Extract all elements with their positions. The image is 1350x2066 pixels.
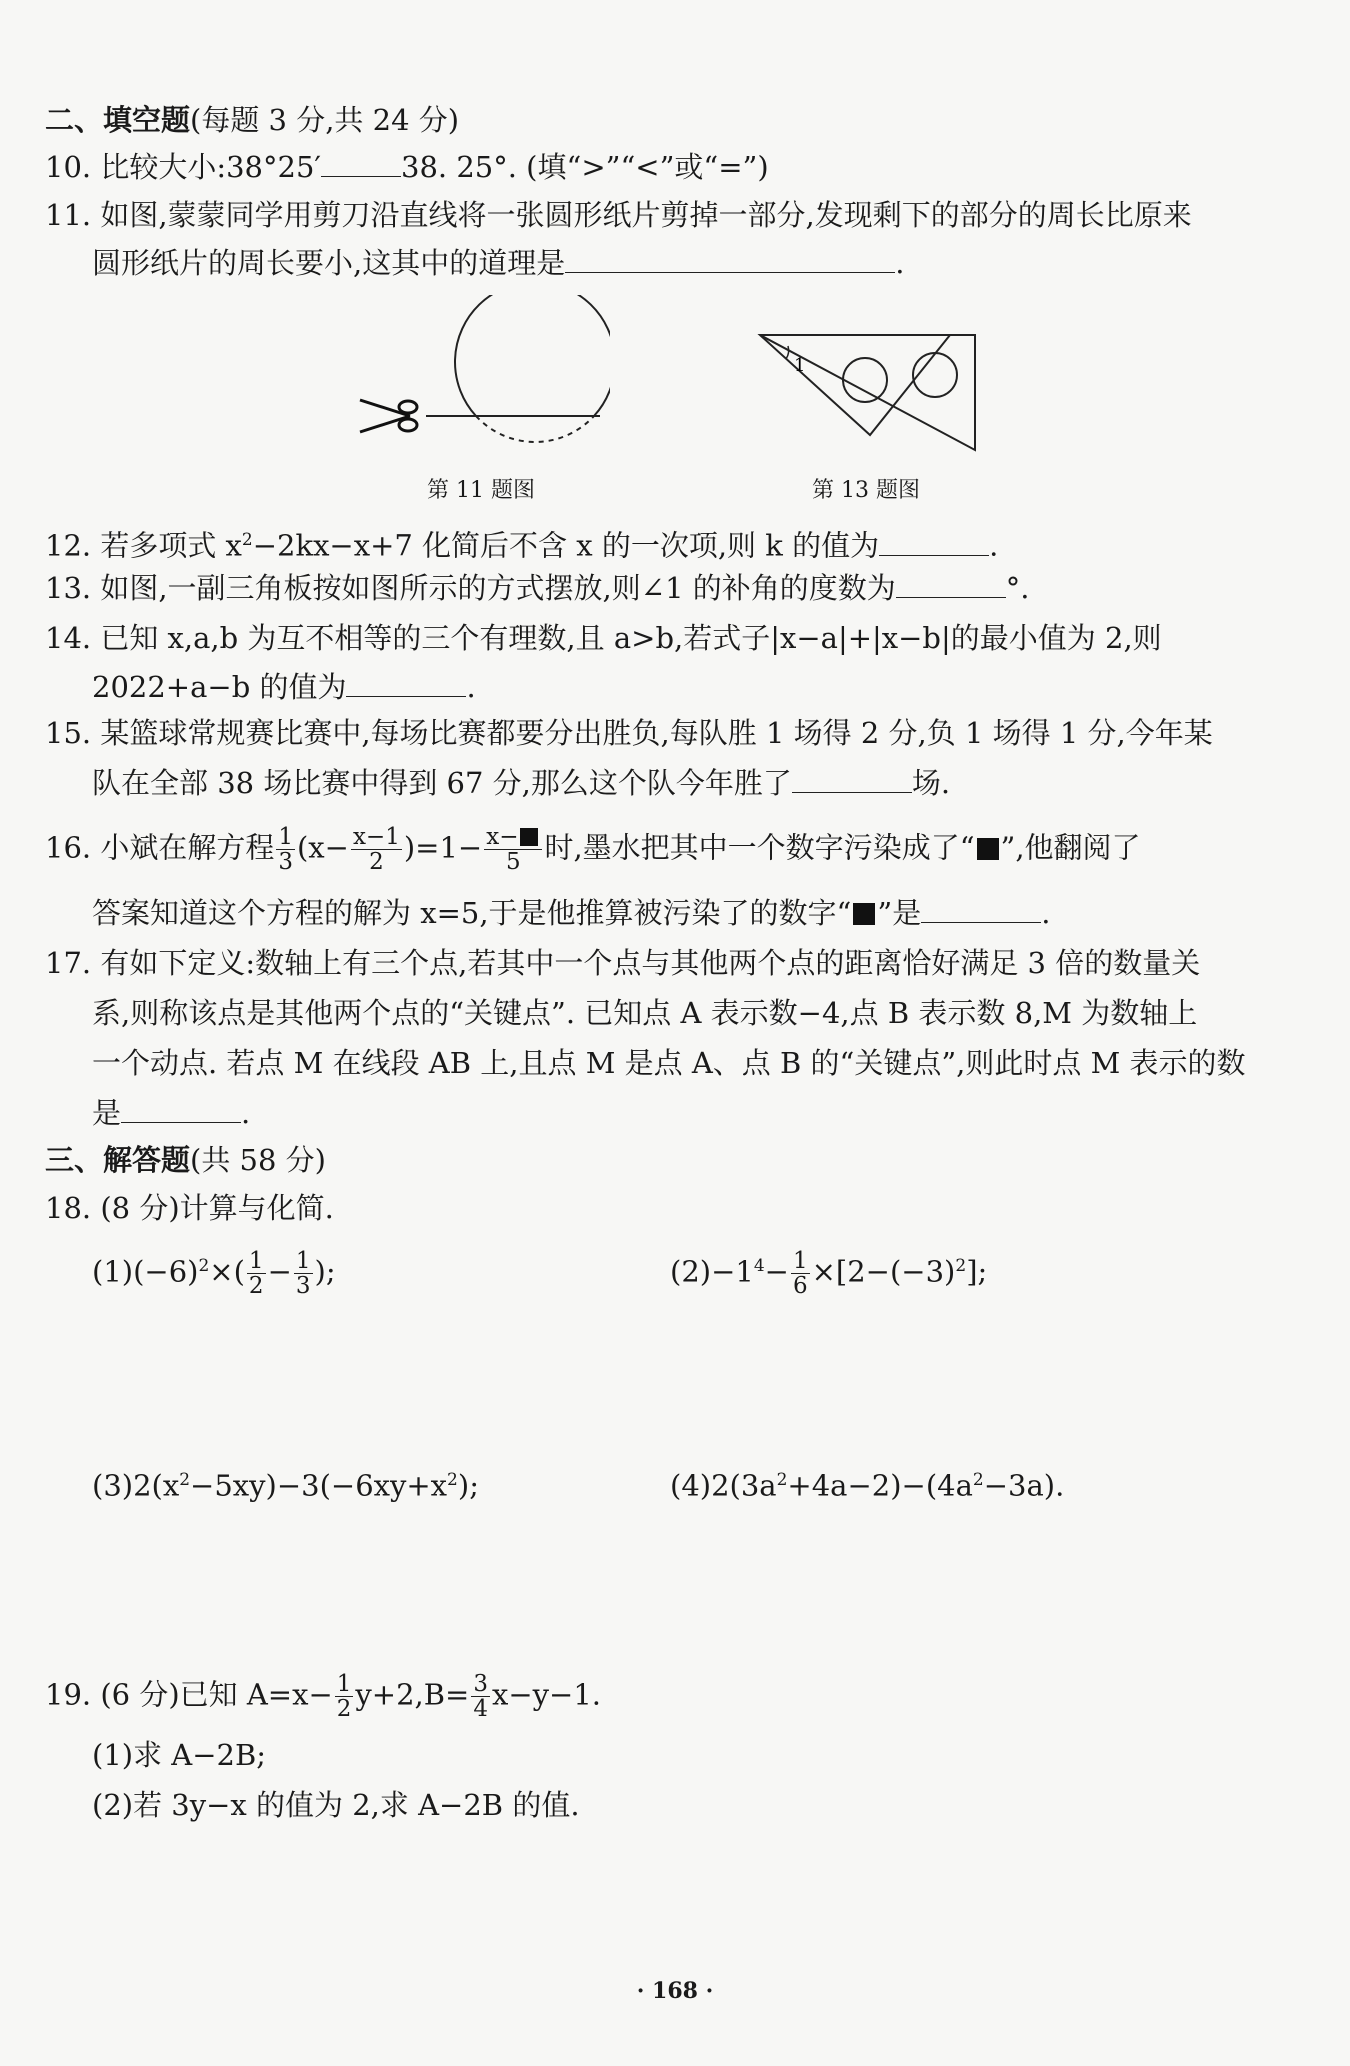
question-17-line4: 是 . — [92, 1096, 251, 1130]
question-18-title: 18. (8 分)计算与化简. — [45, 1191, 334, 1225]
answer-blank — [896, 569, 1006, 598]
answer-blank — [321, 148, 401, 177]
fraction: $\frac{1}{3}$ — [295, 1248, 311, 1300]
question-13: 13. 如图,一副三角板按如图所示的方式摆放,则∠1 的补角的度数为 °. — [45, 571, 1030, 605]
fraction: $\frac{1}{2}$ — [336, 1671, 352, 1722]
ink-blot-icon — [520, 828, 538, 846]
answer-blank — [921, 894, 1041, 923]
ink-blot-icon — [853, 903, 875, 925]
question-18-part2: $(2)-1^4-$ $\frac{1}{6}$ $\times[2-(-3)^2]$; — [670, 1248, 988, 1300]
figure-11 — [350, 295, 610, 465]
figure-13 — [750, 325, 980, 455]
question-16-line2: 答案知道这个方程的解为 x=5,于是他推算被污染了的数字“ ”是 . — [92, 896, 1051, 930]
question-18-part4: $(4)2(3a^2+4a-2)-(4a^2-3a)$. — [670, 1468, 1065, 1503]
answer-blank — [792, 764, 912, 793]
question-10: 10. 比较大小:38°25′ 38. 25°. (填“>”“<”或“=”) — [45, 150, 769, 184]
page-number: · 168 · — [636, 1978, 714, 2004]
fraction: $\frac{1}{2}$ — [248, 1248, 264, 1300]
question-15-line1: 15. 某篮球常规赛比赛中,每场比赛都要分出胜负,每队胜 1 场得 2 分,负 1 场得 1 分,今年某 — [45, 716, 1213, 750]
answer-blank — [879, 527, 989, 556]
figure-11-caption: 第 11 题图 — [427, 478, 535, 503]
answer-blank — [121, 1094, 241, 1123]
fraction: $\frac{1}{3}$ — [278, 824, 293, 875]
question-14-line2: 2022+a−b 的值为 . — [92, 670, 476, 704]
question-17-line1: 17. 有如下定义:数轴上有三个点,若其中一个点与其他两个点的距离恰好满足 3 倍的数量关 — [45, 946, 1201, 980]
answer-blank — [565, 244, 895, 273]
question-15-line2: 队在全部 38 场比赛中得到 67 分,那么这个队今年胜了 场. — [92, 766, 951, 800]
question-19-part2: (2)若 3y−x 的值为 2,求 A−2B 的值. — [92, 1788, 580, 1822]
fraction: $\frac{3}{4}$ — [473, 1671, 488, 1722]
question-19-part1: (1)求 A−2B; — [92, 1738, 267, 1772]
section-2-heading: 二、填空题(每题 3 分,共 24 分) — [45, 103, 460, 137]
question-17-line2: 系,则称该点是其他两个点的“关键点”. 已知点 A 表示数−4,点 B 表示数 8,M 为数轴上 — [92, 996, 1198, 1030]
section-3-heading: 三、解答题(共 58 分) — [45, 1143, 326, 1177]
fraction: $\frac{x-}{5}$ — [484, 825, 542, 874]
question-16-line1: 16. 小斌在解方程 $\frac{1}{3}$ (x− $\frac{x-1}{2}$ )=1− $\frac{x-}{5}$ 时,墨水把其中一个数字污染成了“ ”,他翻阅了 — [45, 824, 1141, 875]
question-19-title: 19. (6 分)已知 A=x− $\frac{1}{2}$ y+2,B= $\frac{3}{4}$ x−y−1. — [45, 1671, 602, 1722]
ink-blot-icon — [977, 838, 999, 860]
question-17-line3: 一个动点. 若点 M 在线段 AB 上,且点 M 是点 A、点 B 的“关键点”,则此时点 M 表示的数 — [92, 1046, 1246, 1080]
question-11-line1: 11. 如图,蒙蒙同学用剪刀沿直线将一张圆形纸片剪掉一部分,发现剩下的部分的周长比原来 — [45, 198, 1192, 232]
question-18-part3: $(3)2(x^2-5xy)-3(-6xy+x^2)$; — [92, 1468, 479, 1503]
scissors-icon — [360, 400, 417, 432]
answer-blank — [346, 668, 466, 697]
question-14-line1: 14. 已知 x,a,b 为互不相等的三个有理数,且 a>b,若式子|x−a|+|x−b|的最小值为 2,则 — [45, 621, 1162, 655]
question-12: 12. 若多项式 $x^2-2kx-x+7$ 化简后不含 x 的一次项,则 k 的值为 . — [45, 528, 999, 563]
fraction: $\frac{x-1}{2}$ — [352, 824, 400, 875]
angle-label: 1 — [794, 355, 806, 376]
question-11-line2: 圆形纸片的周长要小,这其中的道理是 . — [92, 246, 905, 280]
fraction: $\frac{1}{6}$ — [792, 1248, 808, 1300]
question-18-part1: $(1)(-6)^2\times$( $\frac{1}{2}$ − $\frac{1}{3}$ ); — [92, 1248, 336, 1300]
figure-13-caption: 第 13 题图 — [812, 478, 920, 503]
